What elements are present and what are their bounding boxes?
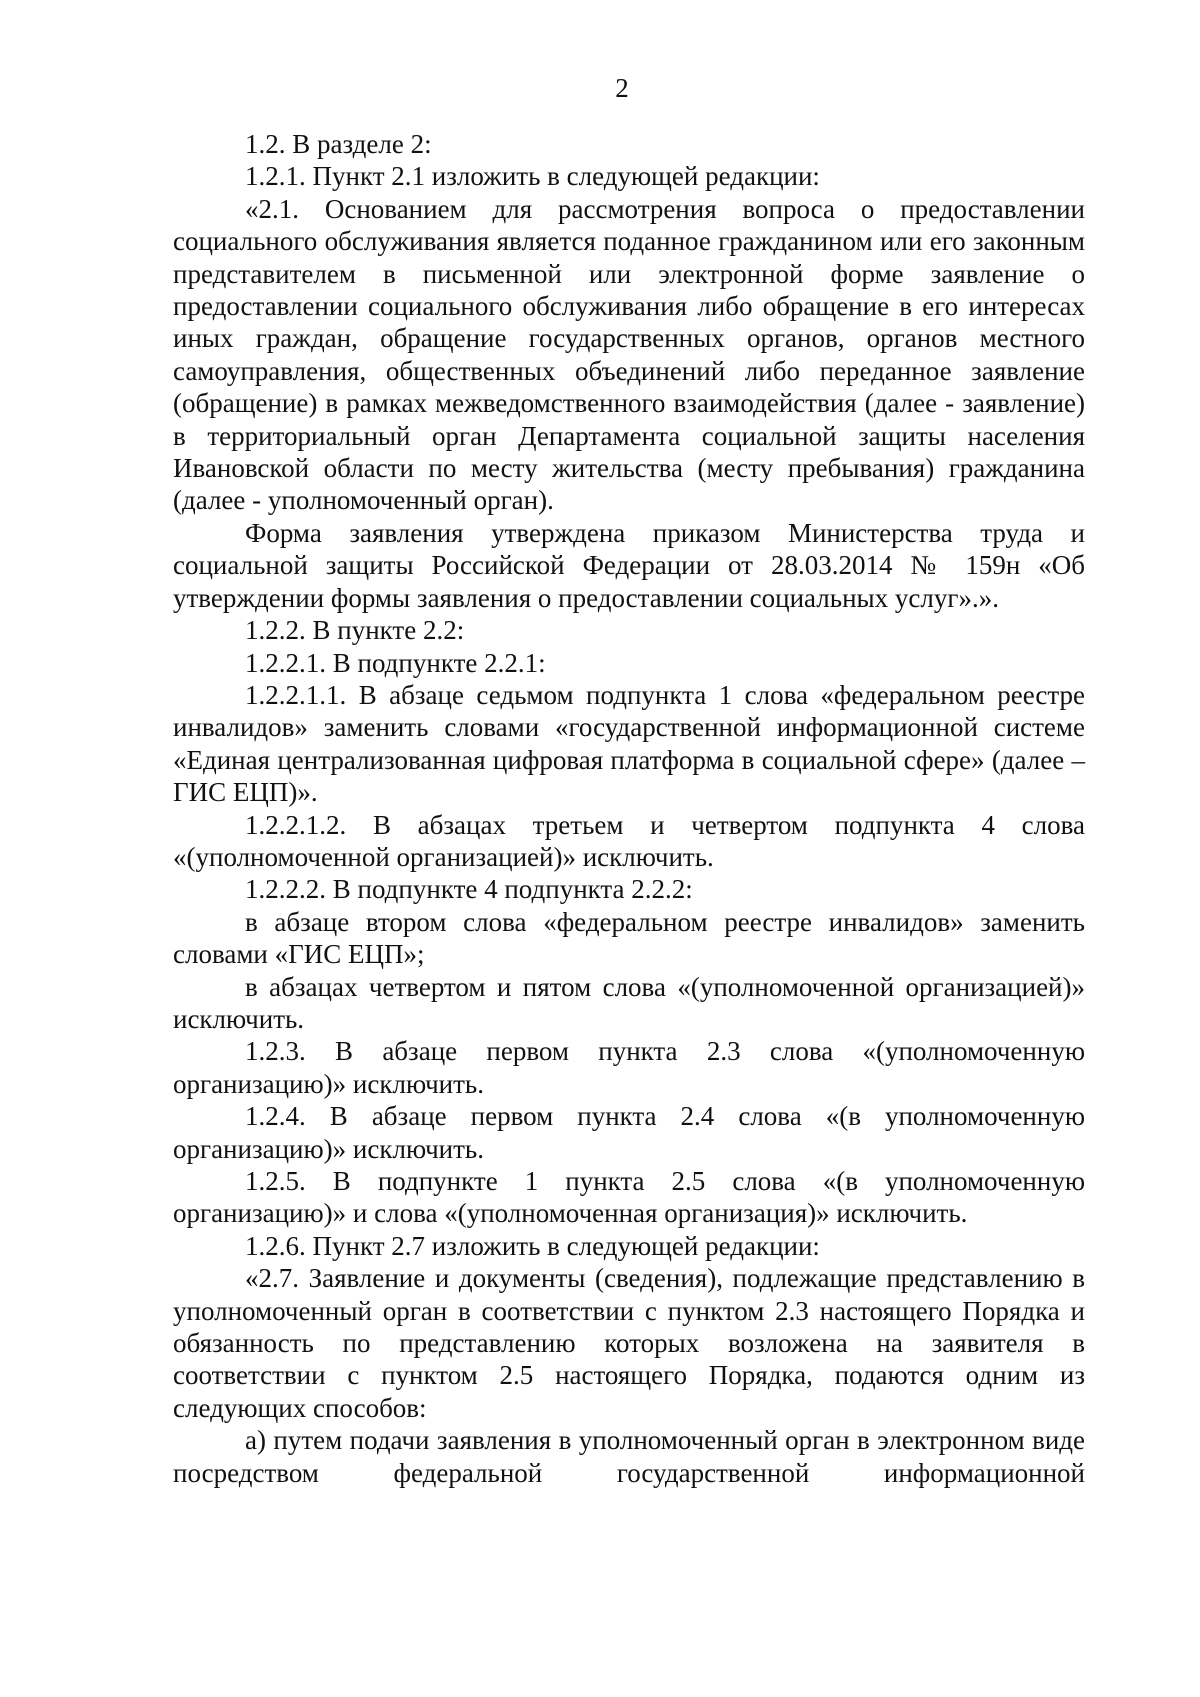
paragraph-1-2-4: 1.2.4. В абзаце первом пункта 2.4 слова «(в уполномоченную организацию)» исключить. [173, 1101, 1085, 1164]
paragraph-second-abzac: в абзаце втором слова «федеральном реестре инвалидов» заменить словами «ГИС ЕЦП»; [173, 906, 1085, 970]
paragraph-fourth-fifth-abzac: в абзацах четвертом и пятом слова «(уполномоченной организацией)» исключить. [173, 971, 1085, 1034]
paragraph-clause-2-7: «2.7. Заявление и документы (сведения), подлежащие представлению в уполномоченный орган в соответствии с пунктом 2.3 настоящего Порядка и обязанность по представлению которых возложена на заявителя в соответствии с пунктом 2.5 настоящего Порядка, подаются одним из следующих способов: [173, 1263, 1085, 1423]
paragraph-1-2-2: 1.2.2. В пункте 2.2: [245, 615, 465, 646]
paragraph-1-2-3: 1.2.3. В абзаце первом пункта 2.3 слова «(уполномоченную организацию)» исключить. [173, 1036, 1085, 1099]
paragraph-1-2-6: 1.2.6. Пункт 2.7 изложить в следующей редакции: [245, 1230, 820, 1261]
paragraph-1-2-5: 1.2.5. В подпункте 1 пункта 2.5 слова «(в уполномоченную организацию)» и слова «(уполномоченная организация)» исключить. [173, 1166, 1085, 1229]
page-number: 2 [615, 73, 629, 103]
document-body [173, 128, 1085, 1489]
paragraph-1-2-2-1-1: 1.2.2.1.1. В абзаце седьмом подпункта 1 слова «федеральном реестре инвалидов» заменить словами «государственной информационной системе «Единая централизованная цифровая платформа в социальной сфере» (далее – ГИС ЕЦП)». [173, 679, 1085, 808]
paragraph-1-2-2-1-2: 1.2.2.1.2. В абзацах третьем и четвертом подпункта 4 слова «(уполномоченной организацией)» исключить. [173, 809, 1085, 872]
paragraph-section-heading: 1.2. В разделе 2: [245, 129, 432, 159]
paragraph-application-form: Форма заявления утверждена приказом Министерства труда и социальной защиты Российской Федерации от 28.03.2014 № 159н «Об утверждении формы заявления о предоставлении социальных услуг».». [173, 517, 1085, 613]
paragraph-1-2-1: 1.2.1. Пункт 2.1 изложить в следующей редакции: [245, 161, 820, 192]
paragraph-clause-2-1: «2.1. Основанием для рассмотрения вопроса о предоставлении социального обслуживания является поданное гражданином или его законным представителем в письменной или электронной форме заявление о предоставлении социального обслуживания либо обращение в его интересах иных граждан, обращение государственных органов, органов местного самоуправления, общественных объединений либо переданное заявление (обращение) в рамках межведомственного взаимодействия (далее - заявление) в территориальный орган Департамента социальной защиты населения Ивановской области по месту жительства (месту пребывания) гражданина (далее - уполномоченный орган). [173, 193, 1085, 516]
paragraph-1-2-2-1: 1.2.2.1. В подпункте 2.2.1: [245, 647, 546, 678]
paragraph-item-a: а) путем подачи заявления в уполномоченный орган в электронном виде посредством федеральной государственной информационной [173, 1425, 1085, 1488]
paragraph-1-2-2-2: 1.2.2.2. В подпункте 4 подпункта 2.2.2: [245, 874, 693, 905]
